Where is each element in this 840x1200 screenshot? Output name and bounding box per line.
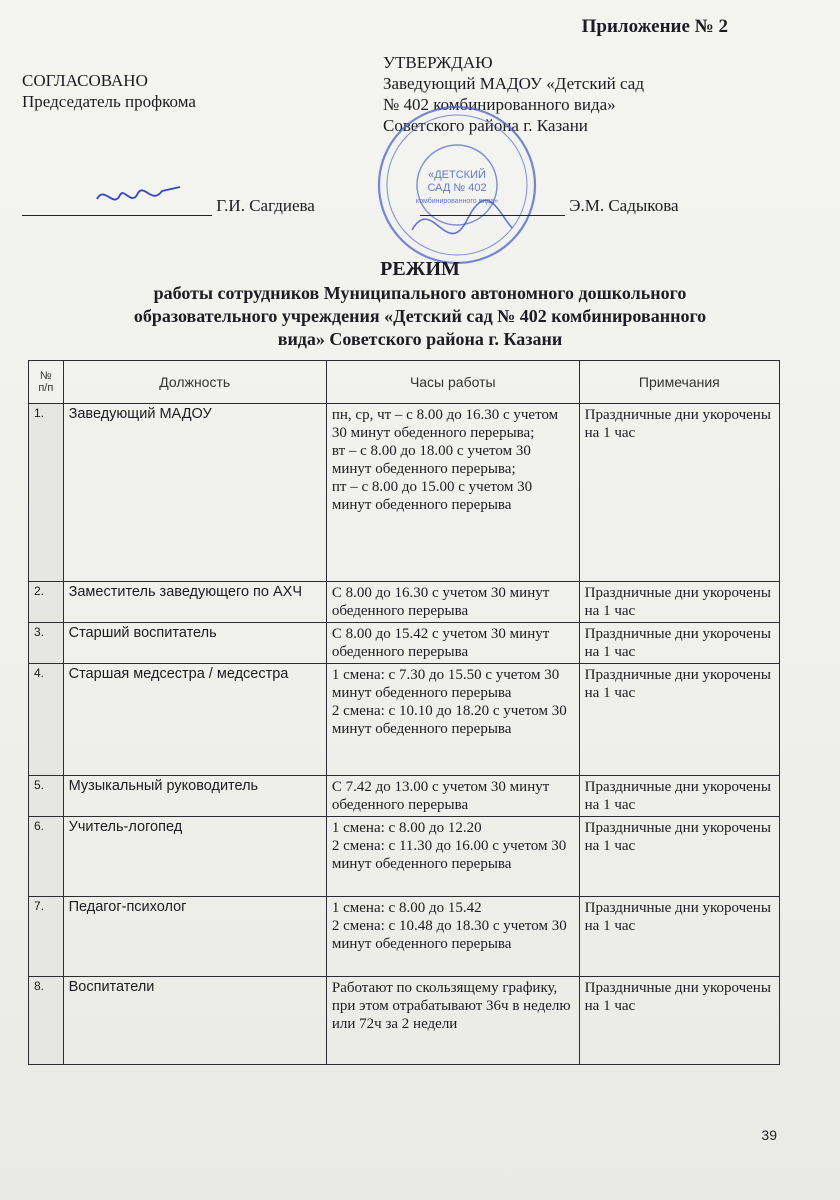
approved-line-1: Заведующий МАДОУ «Детский сад: [383, 74, 644, 93]
row-number: 2.: [29, 582, 64, 623]
table-header-row: [29, 361, 780, 404]
row-hours: [326, 664, 579, 776]
table-row: [29, 404, 780, 582]
header-notes: Примечания: [579, 361, 779, 404]
subtitle-line-3: вида» Советского района г. Казани: [277, 329, 563, 349]
row-hours: [326, 582, 579, 623]
table-row: [29, 977, 780, 1065]
work-schedule-table: [28, 360, 780, 1065]
document-subtitle: [40, 282, 800, 351]
page-number: 39: [761, 1127, 777, 1143]
row-number: 3.: [29, 623, 64, 664]
hours-line: 1 смена: с 8.00 до 15.42: [331, 900, 482, 916]
table-row: [29, 664, 780, 776]
row-number: 7.: [29, 897, 64, 977]
hours-line: пт – с 8.00 до 15.00 с учетом 30 минут обеденного перерыва: [331, 479, 533, 513]
row-note: Праздничные дни укорочены на 1 час: [579, 582, 779, 623]
row-position: Учитель-логопед: [63, 817, 326, 897]
hours-line: 2 смена: с 11.30 до 16.00 с учетом 30 минут обеденного перерыва: [331, 838, 567, 872]
row-note: Праздничные дни укорочены на 1 час: [579, 404, 779, 582]
row-number: 4.: [29, 664, 64, 776]
approved-line-3: Советского района г. Казани: [383, 116, 588, 135]
approved-line-2: № 402 комбинированного вида»: [383, 95, 616, 114]
header-num: № п/п: [29, 361, 64, 404]
hours-line: вт – с 8.00 до 18.00 с учетом 30 минут обеденного перерыва;: [331, 443, 531, 477]
row-position: Старший воспитатель: [63, 623, 326, 664]
row-number: 6.: [29, 817, 64, 897]
chair-signature: [92, 181, 182, 211]
hours-line: С 8.00 до 16.30 с учетом 30 минут обеденного перерыва: [331, 585, 550, 619]
header-hours: Часы работы: [326, 361, 579, 404]
row-position: Музыкальный руководитель: [63, 776, 326, 817]
approved-title: УТВЕРЖДАЮ: [383, 53, 493, 72]
official-stamp: [372, 100, 542, 270]
agreed-role: Председатель профкома: [22, 92, 196, 111]
row-note: Праздничные дни укорочены на 1 час: [579, 776, 779, 817]
row-position: Старшая медсестра / медсестра: [63, 664, 326, 776]
row-hours: [326, 817, 579, 897]
row-note: Праздничные дни укорочены на 1 час: [579, 897, 779, 977]
row-number: 1.: [29, 404, 64, 582]
approved-signature-line: [420, 196, 679, 216]
hours-line: Работают по скользящему графику, при этом отрабатывают 36ч в неделю или 72ч за 2 недели: [331, 980, 571, 1032]
row-note: Праздничные дни укорочены на 1 час: [579, 623, 779, 664]
annex-label: Приложение № 2: [581, 16, 728, 37]
row-hours: [326, 623, 579, 664]
hours-line: пн, ср, чт – с 8.00 до 16.30 с учетом 30 минут обеденного перерыва;: [331, 407, 559, 441]
row-note: Праздничные дни укорочены на 1 час: [579, 977, 779, 1065]
hours-line: 1 смена: с 8.00 до 12.20: [331, 820, 482, 836]
agreed-signature-line: [22, 196, 315, 216]
hours-line: С 7.42 до 13.00 с учетом 30 минут обеденного перерыва: [331, 779, 550, 813]
table-row: [29, 776, 780, 817]
table-row: [29, 817, 780, 897]
hours-line: 2 смена: с 10.48 до 18.30 с учетом 30 минут обеденного перерыва: [331, 918, 567, 952]
document-title: РЕЖИМ: [380, 258, 460, 280]
agreed-title: СОГЛАСОВАНО: [22, 71, 148, 90]
subtitle-line-1: работы сотрудников Муниципального автономного дошкольного: [153, 283, 687, 303]
table-row: [29, 623, 780, 664]
row-hours: [326, 977, 579, 1065]
hours-line: 1 смена: с 7.30 до 15.50 с учетом 30 минут обеденного перерыва: [331, 667, 560, 701]
row-hours: [326, 776, 579, 817]
stamp-center-mid: САД № 402: [427, 182, 487, 194]
header-position: Должность: [63, 361, 326, 404]
row-position: Заместитель заведующего по АХЧ: [63, 582, 326, 623]
hours-line: С 8.00 до 15.42 с учетом 30 минут обеденного перерыва: [331, 626, 550, 660]
subtitle-line-2: образовательного учреждения «Детский сад № 402 комбинированного: [133, 306, 707, 326]
row-number: 8.: [29, 977, 64, 1065]
row-hours: [326, 404, 579, 582]
agreed-block: [22, 70, 196, 112]
approved-name: Э.М. Садыкова: [569, 196, 679, 215]
table-row: [29, 897, 780, 977]
table-row: [29, 582, 780, 623]
stamp-center-top: «ДЕТСКИЙ: [428, 169, 486, 181]
row-number: 5.: [29, 776, 64, 817]
hours-line: 2 смена: с 10.10 до 18.20 с учетом 30 минут обеденного перерыва: [331, 703, 567, 737]
row-note: Праздничные дни укорочены на 1 час: [579, 817, 779, 897]
row-position: Педагог-психолог: [63, 897, 326, 977]
agreed-name: Г.И. Сагдиева: [216, 196, 315, 215]
row-position: Воспитатели: [63, 977, 326, 1065]
stamp-center-bot: комбинированного вида»: [415, 198, 499, 205]
row-hours: [326, 897, 579, 977]
row-note: Праздничные дни укорочены на 1 час: [579, 664, 779, 776]
row-position: Заведующий МАДОУ: [63, 404, 326, 582]
